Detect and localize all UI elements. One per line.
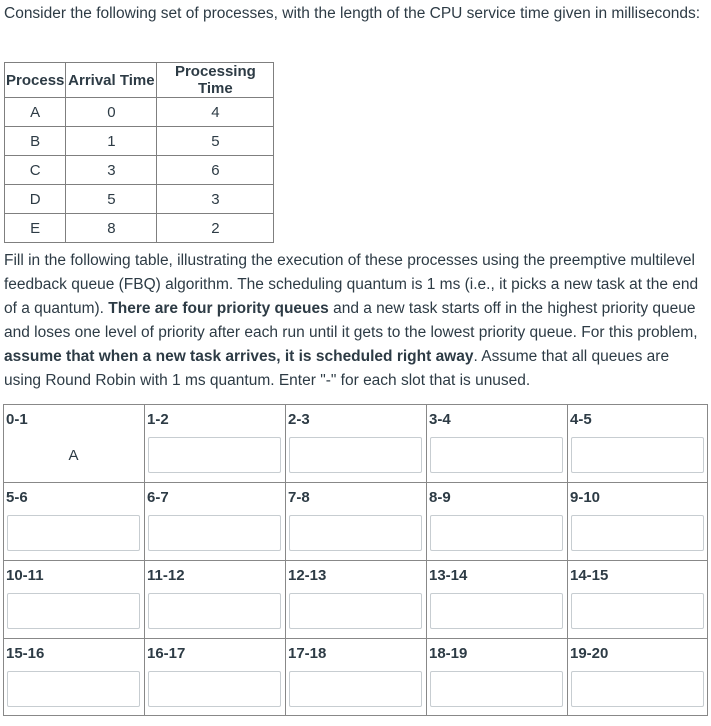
slot-cell: [3, 638, 144, 716]
process-table: [4, 62, 274, 243]
desc-text-2: and a new task starts off in the highest priority queue and loses one level of priority after each run until it gets to the lowest priority queue. For this problem,: [4, 300, 698, 341]
slot-label: 19-20: [570, 645, 609, 662]
slot-label: 18-19: [429, 645, 468, 662]
slot-label: 13-14: [429, 567, 468, 584]
slot-label: 10-11: [6, 567, 44, 584]
desc-text-1: Fill in the following table, illustrating the execution of these processes using the preemptive multilevel feedback queue (FBQ) algorithm. The scheduling quantum is 1 ms (i.e., it picks a new task at the end of a quantum).: [4, 252, 699, 317]
desc-bold-1: There are four priority queues: [108, 300, 329, 317]
table-row: [5, 214, 274, 243]
schedule-row: [3, 482, 709, 560]
slot-input-4-5[interactable]: [571, 437, 704, 473]
slot-label: 8-9: [429, 489, 451, 506]
slot-label: 11-12: [147, 567, 185, 584]
slot-cell: [426, 404, 567, 482]
slot-label: 4-5: [570, 411, 592, 428]
table-row: [5, 156, 274, 185]
header-process: Process: [5, 63, 66, 98]
arrival-cell: 8: [66, 214, 157, 243]
slot-label: 7-8: [288, 489, 310, 506]
slot-cell: [426, 560, 567, 638]
desc-bold-2: assume that when a new task arrives, it is scheduled right away: [4, 348, 474, 365]
slot-input-3-4[interactable]: [430, 437, 563, 473]
slot-input-1-2[interactable]: [148, 437, 281, 473]
slot-input-8-9[interactable]: [430, 515, 563, 551]
arrival-cell: 3: [66, 156, 157, 185]
arrival-cell: 1: [66, 127, 157, 156]
slot-cell: [426, 638, 567, 716]
slot-input-5-6[interactable]: [7, 515, 140, 551]
processing-cell: 2: [157, 214, 274, 243]
arrival-cell: 0: [66, 98, 157, 127]
slot-cell: [285, 404, 426, 482]
slot-label: 2-3: [288, 411, 310, 428]
slot-cell: [285, 560, 426, 638]
slot-cell: [567, 404, 708, 482]
slot-input-11-12[interactable]: [148, 593, 281, 629]
slot-label: 6-7: [147, 489, 169, 506]
slot-cell: [144, 482, 285, 560]
question-description: [4, 249, 704, 393]
process-cell: E: [5, 214, 66, 243]
process-cell: C: [5, 156, 66, 185]
slot-cell: [567, 560, 708, 638]
slot-input-7-8[interactable]: [289, 515, 422, 551]
slot-input-0-1[interactable]: [7, 437, 140, 473]
slot-cell: [285, 482, 426, 560]
slot-input-9-10[interactable]: [571, 515, 704, 551]
slot-cell: [3, 404, 144, 482]
slot-input-18-19[interactable]: [430, 671, 563, 707]
table-row: [5, 98, 274, 127]
slot-label: 9-10: [570, 489, 601, 506]
process-cell: A: [5, 98, 66, 127]
slot-cell: [144, 404, 285, 482]
slot-label: 0-1: [6, 411, 28, 428]
slot-input-10-11[interactable]: [7, 593, 140, 629]
slot-cell: [567, 482, 708, 560]
process-cell: D: [5, 185, 66, 214]
slot-cell: [426, 482, 567, 560]
processing-cell: 5: [157, 127, 274, 156]
slot-input-12-13[interactable]: [289, 593, 422, 629]
table-row: [5, 185, 274, 214]
question-intro: Consider the following set of processes, with the length of the CPU service time given in milliseconds:: [4, 5, 701, 22]
slot-input-6-7[interactable]: [148, 515, 281, 551]
slot-cell: [144, 638, 285, 716]
process-cell: B: [5, 127, 66, 156]
slot-input-2-3[interactable]: [289, 437, 422, 473]
processing-cell: 3: [157, 185, 274, 214]
table-row: [5, 127, 274, 156]
schedule-grid: [3, 404, 709, 716]
slot-input-13-14[interactable]: [430, 593, 563, 629]
slot-input-16-17[interactable]: [148, 671, 281, 707]
schedule-row: [3, 404, 709, 482]
processing-cell: 4: [157, 98, 274, 127]
slot-label: 16-17: [147, 645, 186, 662]
slot-cell: [3, 482, 144, 560]
slot-input-19-20[interactable]: [571, 671, 704, 707]
slot-cell: [144, 560, 285, 638]
slot-cell: [3, 560, 144, 638]
processing-cell: 6: [157, 156, 274, 185]
slot-input-17-18[interactable]: [289, 671, 422, 707]
slot-label: 1-2: [147, 411, 169, 428]
slot-label: 3-4: [429, 411, 451, 428]
process-table-header: [5, 63, 274, 98]
slot-label: 5-6: [6, 489, 28, 506]
slot-input-15-16[interactable]: [7, 671, 140, 707]
arrival-cell: 5: [66, 185, 157, 214]
slot-cell: [285, 638, 426, 716]
slot-label: 15-16: [6, 645, 45, 662]
header-processing-time: Processing Time: [157, 63, 274, 98]
slot-input-14-15[interactable]: [571, 593, 704, 629]
header-arrival-time: Arrival Time: [66, 63, 157, 98]
slot-cell: [567, 638, 708, 716]
slot-label: 17-18: [288, 645, 327, 662]
schedule-row: [3, 560, 709, 638]
slot-label: 12-13: [288, 567, 327, 584]
desc-text-3: . Assume that all queues are using Round Robin with 1 ms quantum. Enter "-" for each slot that is unused.: [4, 348, 670, 389]
schedule-row: [3, 638, 709, 716]
slot-label: 14-15: [570, 567, 609, 584]
